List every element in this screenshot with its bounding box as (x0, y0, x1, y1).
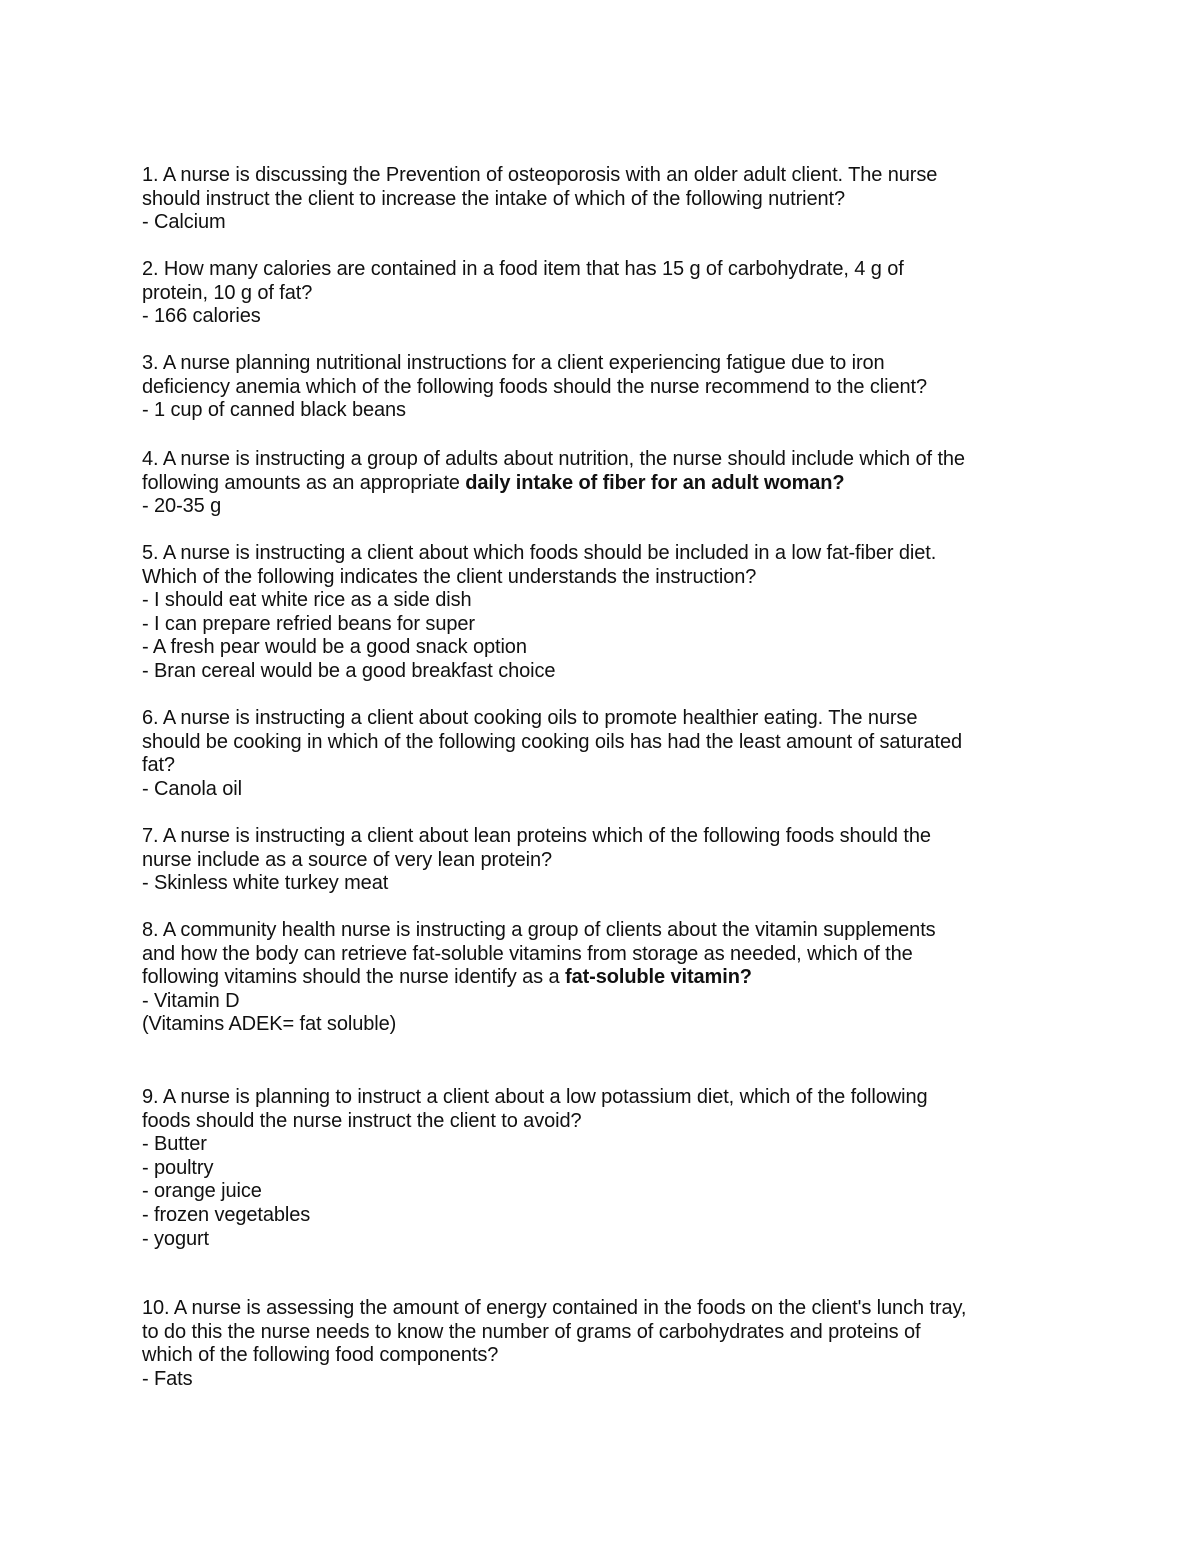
question-text-line: which of the following food components? (142, 1344, 499, 1367)
question-7 (142, 825, 931, 896)
question-4 (142, 448, 965, 519)
answer-line: - Fats (142, 1367, 193, 1390)
answer-line: - Vitamin D (142, 989, 240, 1012)
question-text-line: 6. A nurse is instructing a client about cooking oils to promote healthier eating. The nurse (142, 707, 918, 729)
question-text-line: and how the body can retrieve fat-soluble vitamins from storage as needed, which of the (142, 942, 913, 965)
question-text-line (142, 472, 965, 496)
question-text-line: 10. A nurse is assessing the amount of energy contained in the foods on the client's lunch tray, (142, 1297, 967, 1319)
question-text-line: deficiency anemia which of the following foods should the nurse recommend to the client? (142, 375, 927, 398)
answer-option: - Bran cereal would be a good breakfast choice (142, 659, 556, 682)
question-text-line: fat? (142, 754, 175, 777)
answer-option: - A fresh pear would be a good snack option (142, 636, 527, 659)
question-text-bold: daily intake of fiber for an adult woman? (465, 471, 845, 494)
question-text-line: foods should the nurse instruct the client to avoid? (142, 1109, 582, 1132)
question-text-line: 2. How many calories are contained in a food item that has 15 g of carbohydrate, 4 g of (142, 258, 904, 280)
answer-option: - I can prepare refried beans for super (142, 612, 475, 635)
question-text-line: 1. A nurse is discussing the Prevention of osteoporosis with an older adult client. The nurse (142, 164, 938, 186)
question-text-line (142, 966, 936, 990)
question-text-line: 5. A nurse is instructing a client about which foods should be included in a low fat-fiber diet. (142, 542, 937, 564)
answer-line: - Calcium (142, 211, 226, 234)
question-text-plain: following amounts as an appropriate (142, 471, 466, 494)
question-text-line: 9. A nurse is planning to instruct a client about a low potassium diet, which of the following (142, 1086, 928, 1108)
question-10 (142, 1297, 966, 1391)
question-text-line: Which of the following indicates the client understands the instruction? (142, 565, 757, 588)
question-text-line: nurse include as a source of very lean protein? (142, 848, 552, 871)
answer-line: - 166 calories (142, 305, 261, 328)
answer-option: - yogurt (142, 1227, 210, 1250)
question-text-line: protein, 10 g of fat? (142, 281, 313, 304)
question-text-line: should be cooking in which of the following cooking oils has had the least amount of saturated (142, 730, 963, 753)
answer-option: - orange juice (142, 1180, 262, 1203)
answer-option: - I should eat white rice as a side dish (142, 589, 472, 612)
question-text-line: should instruct the client to increase the intake of which of the following nutrient? (142, 187, 846, 210)
question-text-plain: following vitamins should the nurse identify as a (142, 966, 566, 989)
answer-line: - 1 cup of canned black beans (142, 399, 406, 422)
question-1 (142, 164, 937, 235)
question-6 (142, 707, 962, 801)
question-9 (142, 1086, 928, 1251)
answer-line: - Skinless white turkey meat (142, 872, 389, 895)
question-text-line: 7. A nurse is instructing a client about lean proteins which of the following foods should the (142, 825, 931, 847)
question-text-bold: fat-soluble vitamin? (565, 966, 752, 989)
question-3 (142, 352, 927, 423)
question-5 (142, 542, 936, 684)
question-2 (142, 258, 904, 329)
question-text-line: 8. A community health nurse is instructing a group of clients about the vitamin supplements (142, 919, 936, 941)
answer-line: - 20-35 g (142, 495, 222, 518)
answer-line: - Canola oil (142, 777, 242, 800)
question-8 (142, 919, 936, 1037)
answer-option: - Butter (142, 1133, 207, 1156)
answer-note: (Vitamins ADEK= fat soluble) (142, 1013, 397, 1036)
question-text-line: to do this the nurse needs to know the number of grams of carbohydrates and proteins of (142, 1320, 921, 1343)
answer-option: - frozen vegetables (142, 1203, 311, 1226)
question-text-line: 4. A nurse is instructing a group of adults about nutrition, the nurse should include which of the (142, 448, 965, 470)
question-text-line: 3. A nurse planning nutritional instructions for a client experiencing fatigue due to iron (142, 352, 885, 374)
answer-option: - poultry (142, 1156, 214, 1179)
